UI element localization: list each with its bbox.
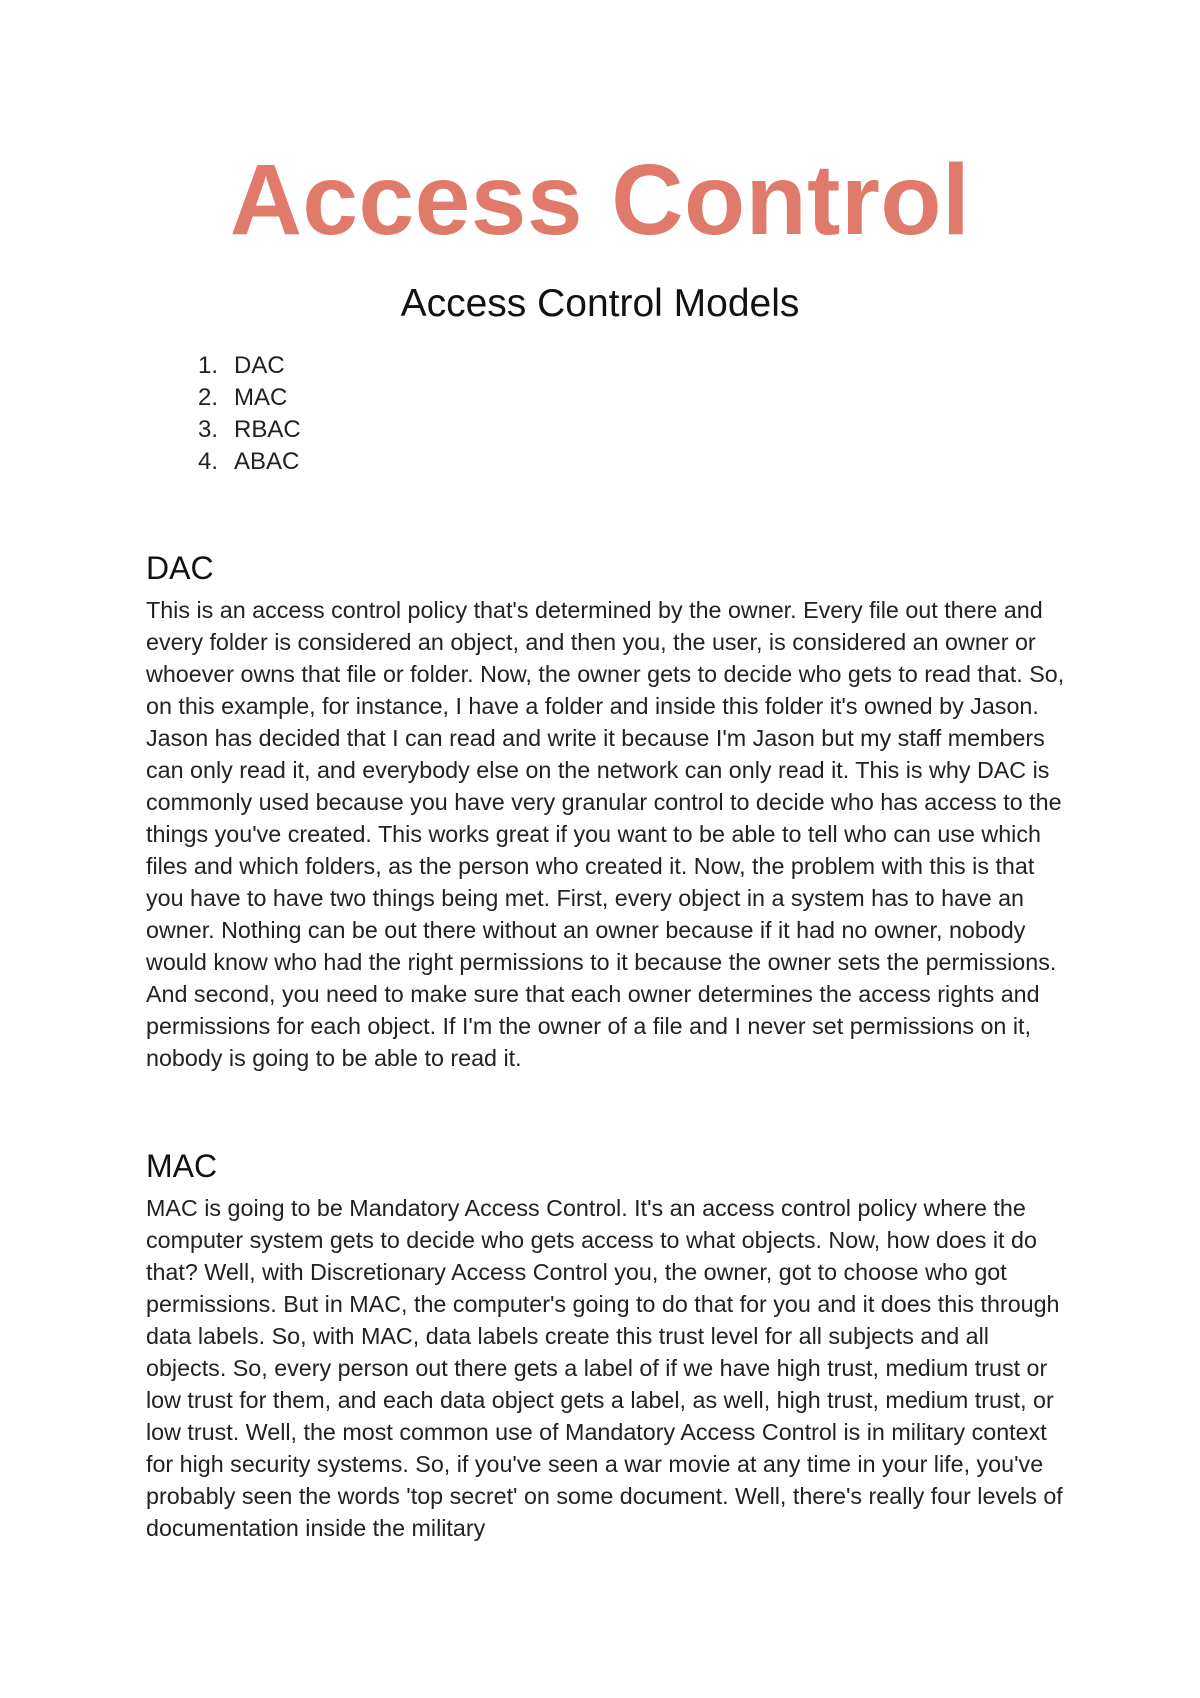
- models-list: [178, 350, 301, 478]
- section-mac: [146, 1146, 1066, 1544]
- section-body: MAC is going to be Mandatory Access Control. It's an access control policy where the computer system gets to decide who gets access to what objects. Now, how does it do that? Well, with Discretionary Access Control you, the owner, got to choose who got permissions. But in MAC, the computer's going to do that for you and it does this through data labels. So, with MAC, data labels create this trust level for all subjects and all objects. So, every person out there gets a label of if we have high trust, medium trust or low trust for them, and each data object gets a label, as well, high trust, medium trust, or low trust. Well, the most common use of Mandatory Access Control is in military context for high security systems. So, if you've seen a war movie at any time in your life, you've probably seen the words 'top secret' on some document. Well, there's really four levels of documentation inside the military: [146, 1195, 1063, 1541]
- list-item: [178, 446, 301, 478]
- list-item: [178, 382, 301, 414]
- list-number: 2.: [197, 384, 218, 411]
- list-item: [178, 414, 301, 446]
- section-heading: DAC: [146, 550, 214, 586]
- list-number: 1.: [197, 352, 218, 379]
- list-number: 3.: [197, 416, 218, 443]
- list-item-label: RBAC: [234, 416, 301, 443]
- section-heading: MAC: [146, 1148, 218, 1184]
- section-dac: [146, 548, 1066, 1074]
- list-item-label: DAC: [234, 352, 285, 379]
- section-body: This is an access control policy that's determined by the owner. Every file out there and every folder is considered an object, and then you, the user, is considered an owner or whoever owns that file or folder. Now, the owner gets to decide who gets to read that. So, on this example, for instance, I have a folder and inside this folder it's owned by Jason. Jason has decided that I can read and write it because I'm Jason but my staff members can only read it, and everybody else on the network can only read it. This is why DAC is commonly used because you have very granular control to decide who has access to the things you've created. This works great if you want to be able to tell who can use which files and which folders, as the person who created it. Now, the problem with this is that you have to have two things being met. First, every object in a system has to have an owner. Nothing can be out there without an owner because if it had no owner, nobody would know who had the right permissions to it because the owner sets the permissions. And second, you need to make sure that each owner determines the access rights and permissions for each object. If I'm the owner of a file and I never set permissions on it, nobody is going to be able to read it.: [146, 597, 1065, 1071]
- document-title: Access Control: [229, 144, 971, 256]
- list-number: 4.: [197, 448, 218, 475]
- list-item-label: MAC: [234, 384, 288, 411]
- list-item-label: ABAC: [234, 448, 300, 475]
- document-subtitle: Access Control Models: [400, 282, 800, 325]
- list-item: [178, 350, 301, 382]
